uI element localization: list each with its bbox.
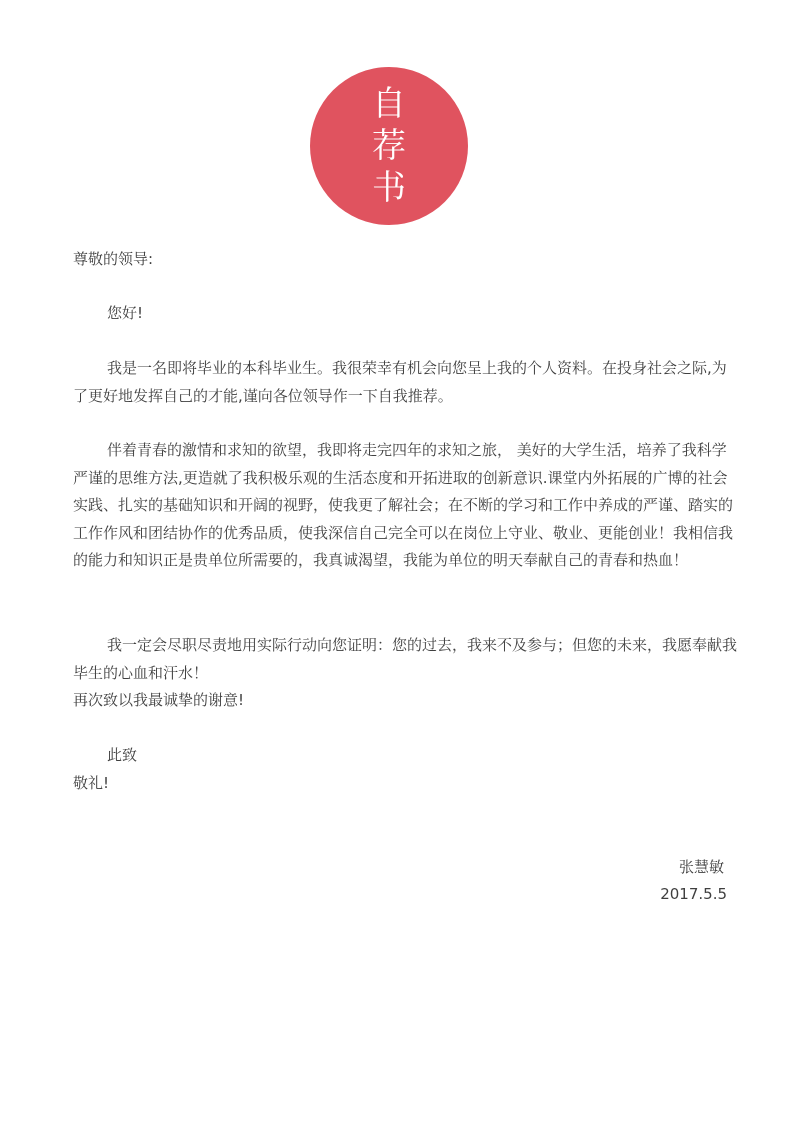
signature-name: 张慧敏 xyxy=(678,858,724,876)
title-badge xyxy=(310,67,468,225)
thanks-line: 再次致以我最诚挚的谢意! xyxy=(73,691,245,709)
title-char-2: 荐 xyxy=(372,126,406,166)
closing-line-2: 敬礼! xyxy=(73,774,110,792)
paragraph-2: 伴着青春的激情和求知的欲望，我即将走完四年的求知之旅， 美好的大学生活，培养了我科学严谨的思维方法,更造就了我积极乐观的生活态度和开拓进取的创新意识.课堂内外拓展的广博的社会实践、扎实的基础知识和开阔的视野，使我更了解社会；在不断的学习和工作中养成的严谨、踏实的工作作风和团结协作的优秀品质，使我深信自己完全可以在岗位上守业、敬业、更能创业！我相信我的能力和知识正是贵单位所需要的，我真诚渴望，我能为单位的明天奉献自己的青春和热血！ xyxy=(73,441,734,569)
greeting: 您好! xyxy=(107,304,144,322)
salutation: 尊敬的领导: xyxy=(73,250,154,268)
closing-line-1: 此致 xyxy=(107,746,138,764)
signature-date: 2017.5.5 xyxy=(660,885,727,903)
title-char-3: 书 xyxy=(372,168,406,208)
title-char-1: 自 xyxy=(372,84,406,124)
paragraph-3: 我一定会尽职尽责地用实际行动向您证明：您的过去，我来不及参与；但您的未来，我愿奉献我毕生的心血和汗水！ xyxy=(73,636,738,682)
paragraph-1: 我是一名即将毕业的本科毕业生。我很荣幸有机会向您呈上我的个人资料。在投身社会之际,为了更好地发挥自己的才能,谨向各位领导作一下自我推荐。 xyxy=(73,359,727,405)
